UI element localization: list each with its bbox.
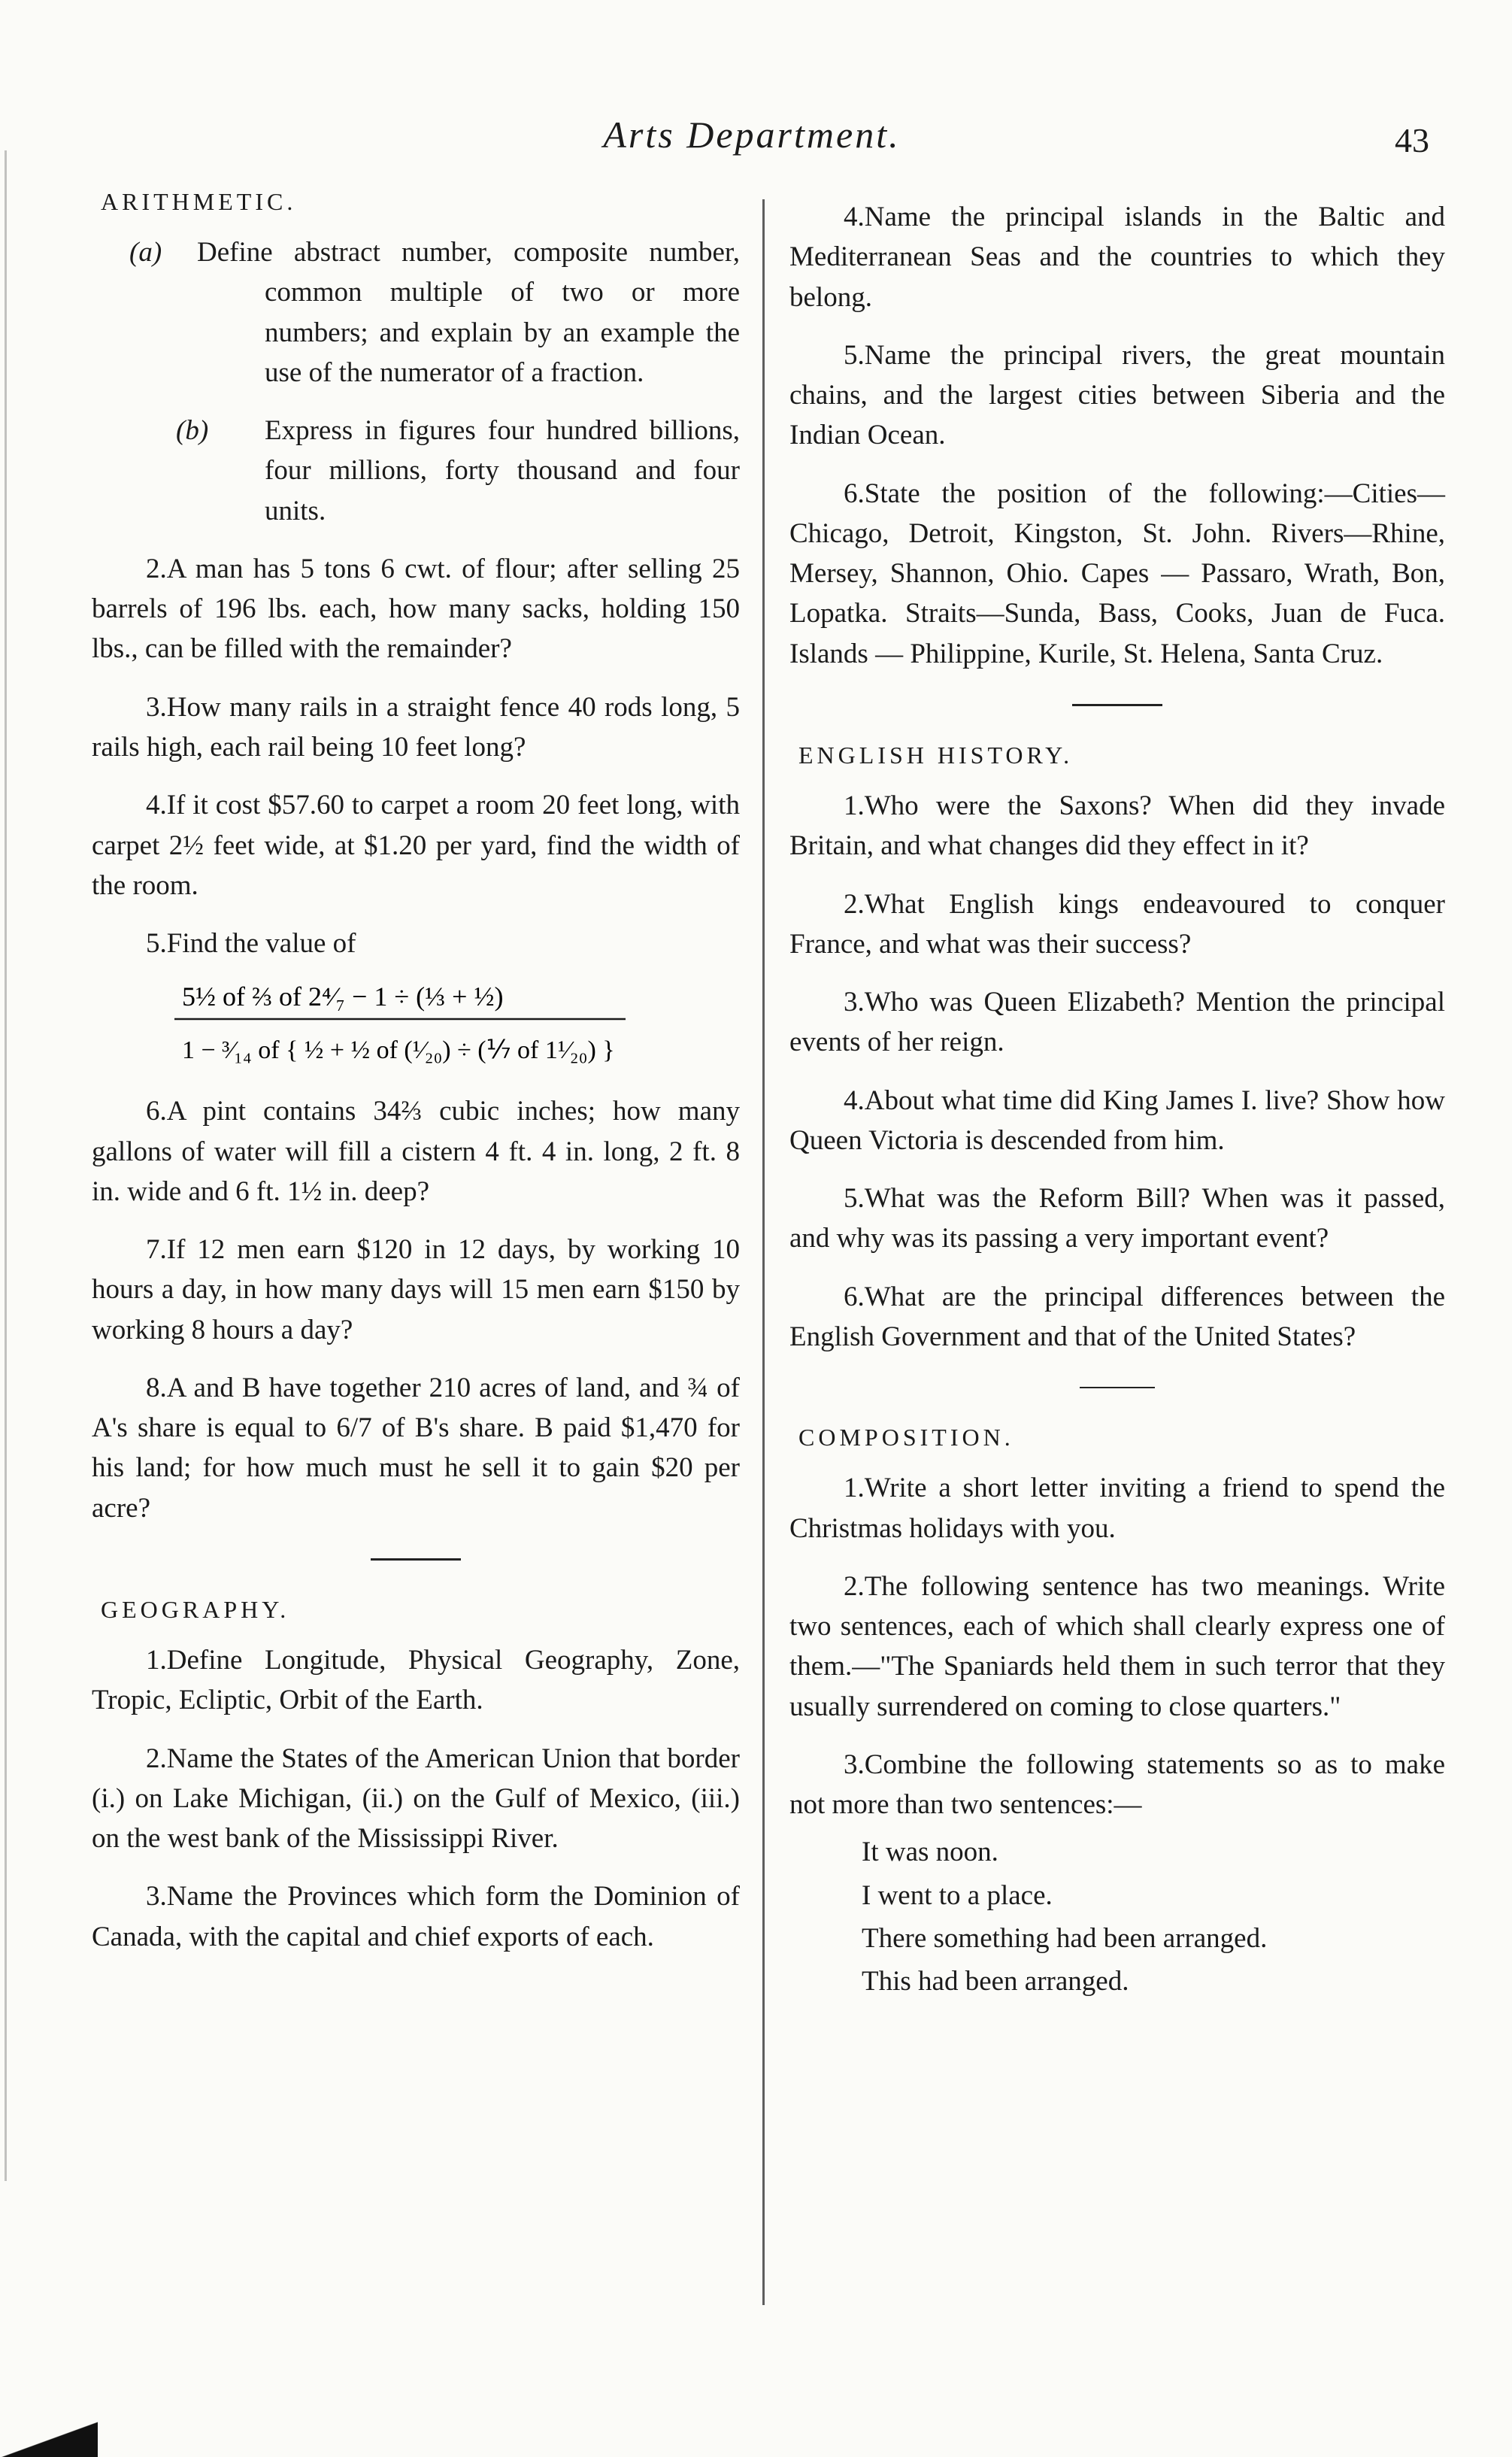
geography-question-6 [789, 474, 1445, 674]
page-number: 43 [1395, 121, 1429, 159]
question-text: Find the value of [166, 928, 356, 960]
running-header-title: Arts Department. [603, 114, 901, 156]
section-divider [1072, 704, 1162, 706]
history-question-4 [789, 1081, 1445, 1161]
history-question-5 [789, 1178, 1445, 1259]
question-number: 3. [844, 987, 865, 1018]
part-label: (a) [129, 237, 162, 268]
section-heading-english-history: ENGLISH HISTORY. [798, 741, 1074, 769]
question-number: 3. [844, 1749, 865, 1780]
statement-line: It was noon. [862, 1837, 998, 1868]
question-number: 7. [146, 1234, 167, 1266]
question-number: 2. [844, 1570, 865, 1602]
statement-line: There something had been arranged. [862, 1922, 1268, 1954]
fraction-figure [174, 969, 656, 1075]
history-question-1 [789, 786, 1445, 866]
question-text: A and B have together 210 acres of land, and ¾ of A's share is equal to 6/7 of B's share. B paid $1,470 for his land; for how much must he sell it to gain $20 per acre? [92, 1372, 740, 1524]
history-question-6 [789, 1277, 1445, 1357]
question-number: 6. [844, 1281, 865, 1312]
question-text: Write a short letter inviting a friend to spend the Christmas holidays with you. [789, 1473, 1445, 1544]
arithmetic-question-4 [92, 785, 740, 905]
history-question-3 [789, 982, 1445, 1063]
geography-question-4 [789, 197, 1445, 317]
question-number: 4. [844, 1084, 865, 1116]
question-number: 8. [146, 1372, 167, 1403]
geography-question-1 [92, 1640, 740, 1721]
question-number: 3. [146, 1881, 167, 1913]
compound-fraction-formula [92, 969, 740, 1075]
question-number: 5. [146, 928, 167, 960]
question-text: If it cost $57.60 to carpet a room 20 feet long, with carpet 2½ feet wide, at $1.20 per yard, find the width of the room. [92, 790, 740, 901]
formula-denominator: 1 − ³⁄₁₄ of { ½ + ½ of (¹⁄₂₀) ÷ (⅐ of 1¹⁄₂₀) } [182, 1036, 615, 1065]
question-number: 2. [146, 553, 167, 584]
question-text: State the position of the following:—Cities—Chicago, Detroit, Kingston, St. John. Rivers—Rhine, Mersey, Shannon, Ohio. Capes — Passaro, Wrath, Bon, Lopatka. Straits—Sunda, Bass, Cooks, Juan de Fuca. Islands — Philippine, Kurile, St. Helena, Santa Cruz. [789, 478, 1445, 669]
arithmetic-question-6 [92, 1091, 740, 1212]
geography-question-3 [92, 1876, 740, 1957]
geography-question-5 [789, 335, 1445, 456]
section-heading-composition: COMPOSITION. [798, 1424, 1014, 1451]
question-number: 6. [844, 478, 865, 509]
composition-question-3 [789, 1745, 1445, 1825]
history-question-2 [789, 884, 1445, 965]
question-text: What was the Reform Bill? When was it passed, and why was its passing a very important event? [789, 1183, 1445, 1254]
question-text: Combine the following statements so as to make not more than two sentences:— [789, 1749, 1445, 1821]
part-label: (b) [176, 415, 209, 447]
question-number [92, 232, 129, 272]
question-number: 5. [844, 339, 865, 371]
statement-line: This had been arranged. [862, 1966, 1129, 1997]
question-number: 5. [844, 1183, 865, 1215]
arithmetic-question-8 [92, 1368, 740, 1528]
section-heading-geography: GEOGRAPHY. [101, 1595, 290, 1623]
formula-numerator: 5½ of ⅔ of 2⁴⁄₇ − 1 ÷ (⅓ + ½) [182, 981, 504, 1012]
question-number: 1. [844, 1473, 865, 1504]
question-text: Express in figures four hundred billions, four millions, forty thousand and four units. [265, 415, 740, 526]
scan-corner-mark [0, 2414, 98, 2457]
question-number: 4. [146, 790, 167, 821]
column-divider [762, 199, 765, 2305]
arithmetic-question-2 [92, 549, 740, 669]
question-text: Name the principal islands in the Baltic and Mediterranean Seas and the countries to which they belong. [789, 202, 1445, 313]
composition-question-1 [789, 1468, 1445, 1549]
question-number: 1. [844, 790, 865, 821]
question-number: 2. [146, 1743, 167, 1774]
arithmetic-question-7 [92, 1230, 740, 1350]
arithmetic-question-1b [92, 411, 740, 531]
arithmetic-question-5 [92, 924, 740, 963]
arithmetic-question-3 [92, 687, 740, 768]
composition-question-2 [789, 1567, 1445, 1727]
question-number: 1. [146, 1645, 167, 1676]
statement-line: I went to a place. [862, 1879, 1053, 1911]
left-column [92, 184, 740, 1975]
question-text: About what time did King James I. live? Show how Queen Victoria is descended from him. [789, 1084, 1445, 1156]
question-text: Define abstract number, composite number, common multiple of two or more numbers; and explain by an example the use of the numerator of a fraction. [197, 237, 740, 388]
question-text: The following sentence has two meanings. Write two sentences, each of which shall clearly express one of them.—"The Spaniards held them in such terror that they usually surrendered on coming to close quarters." [789, 1570, 1445, 1722]
question-number: 6. [146, 1096, 167, 1127]
question-text: How many rails in a straight fence 40 rods long, 5 rails high, each rail being 10 feet long? [92, 691, 740, 763]
question-text: Define Longitude, Physical Geography, Zone, Tropic, Ecliptic, Orbit of the Earth. [92, 1645, 740, 1716]
question-text: Name the Provinces which form the Dominion of Canada, with the capital and chief exports of each. [92, 1881, 740, 1952]
question-text: A man has 5 tons 6 cwt. of flour; after selling 25 barrels of 196 lbs. each, how many sacks, holding 150 lbs., can be filled with the remainder? [92, 553, 740, 665]
scan-edge-mark [5, 150, 7, 2181]
question-text: Name the principal rivers, the great mountain chains, and the largest cities between Siberia and the Indian Ocean. [789, 339, 1445, 451]
question-text: What are the principal differences between the English Government and that of the United States? [789, 1281, 1445, 1352]
section-divider [371, 1558, 461, 1561]
question-text: Name the States of the American Union that border (i.) on Lake Michigan, (ii.) on the Gulf of Mexico, (iii.) on the west bank of the Mississippi River. [92, 1743, 740, 1855]
question-text: Who were the Saxons? When did they invade Britain, and what changes did they effect in it? [789, 790, 1445, 862]
section-divider [1080, 1387, 1155, 1388]
question-number: 2. [844, 888, 865, 920]
geography-question-2 [92, 1739, 740, 1859]
question-text: A pint contains 34⅔ cubic inches; how many gallons of water will fill a cistern 4 ft. 4 in. long, 2 ft. 8 in. wide and 6 ft. 1½ in. deep? [92, 1096, 740, 1207]
right-column [789, 197, 1445, 2004]
question-number: 4. [844, 202, 865, 232]
arithmetic-question-1a [92, 232, 740, 393]
question-text: Who was Queen Elizabeth? Mention the principal events of her reign. [789, 987, 1445, 1058]
section-heading-arithmetic: ARITHMETIC. [101, 188, 297, 215]
question-number: 3. [146, 691, 167, 723]
question-text: If 12 men earn $120 in 12 days, by working 10 hours a day, in how many days will 15 men earn $150 by working 8 hours a day? [92, 1234, 740, 1345]
question-text: What English kings endeavoured to conquer France, and what was their success? [789, 888, 1445, 960]
